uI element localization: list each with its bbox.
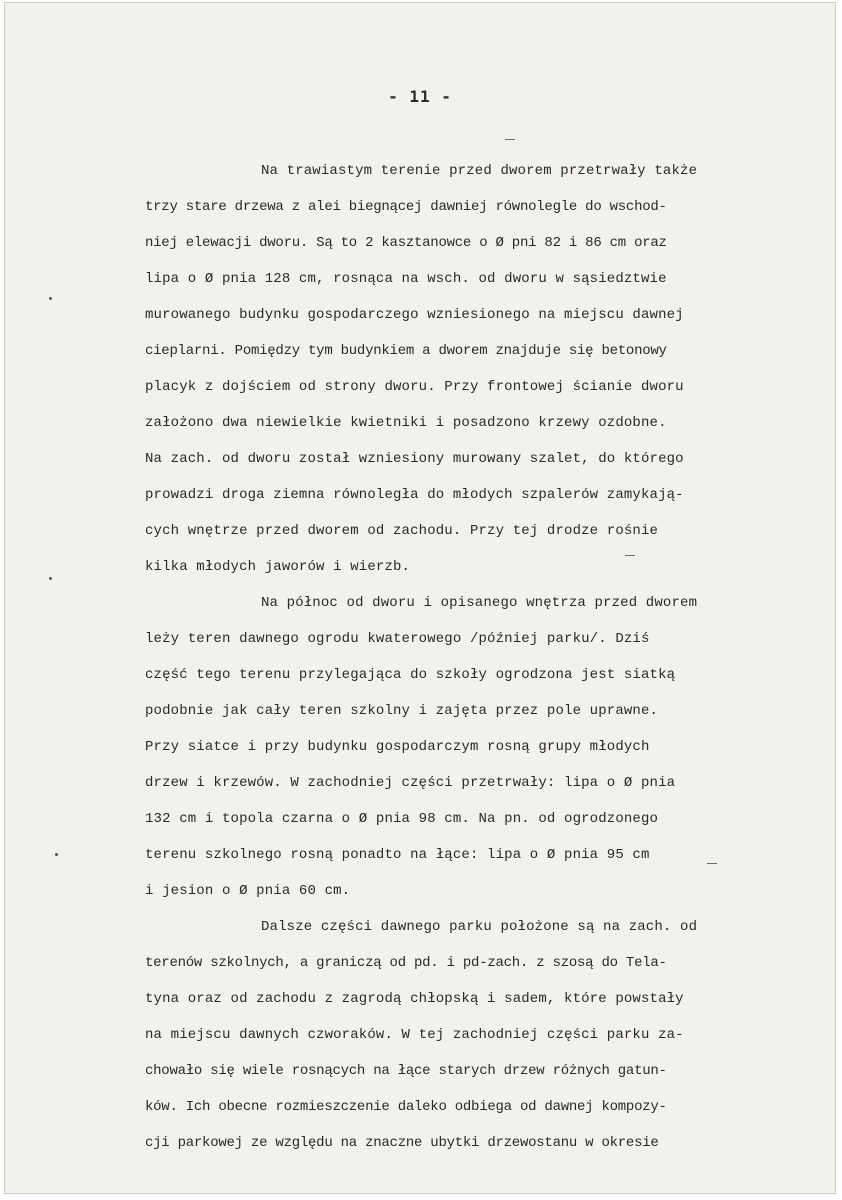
typewritten-page bbox=[4, 2, 836, 1194]
text-line: murowanego budynku gospodarczego wzniesionego na miejscu dawnej bbox=[145, 307, 684, 323]
text-line: na miejscu dawnych czworaków. W tej zachodniej części parku za- bbox=[145, 1027, 684, 1043]
body-text bbox=[145, 153, 805, 1161]
text-line: prowadzi droga ziemna równoległa do młodych szpalerów zamykają- bbox=[145, 487, 684, 503]
text-line: kilka młodych jaworów i wierzb. bbox=[145, 559, 411, 575]
text-line: podobnie jak cały teren szkolny i zajęta przez pole uprawne. bbox=[145, 703, 659, 719]
text-line: cji parkowej ze względu na znaczne ubytki drzewostanu w okresie bbox=[145, 1135, 659, 1151]
stray-dash-mark bbox=[625, 555, 635, 556]
page-number: - 11 - bbox=[388, 87, 452, 106]
text-line: Dalsze części dawnego parku położone są na zach. od bbox=[261, 919, 698, 935]
text-line: i jesion o Ø pnia 60 cm. bbox=[145, 883, 351, 899]
text-line: trzy stare drzewa z alei biegnącej dawniej równolegle do wschod- bbox=[145, 199, 667, 215]
text-line: chowało się wiele rosnących na łące starych drzew różnych gatun- bbox=[145, 1063, 667, 1079]
text-line: terenu szkolnego rosną ponadto na łące: lipa o Ø pnia 95 cm bbox=[145, 847, 650, 863]
text-line: część tego terenu przylegająca do szkoły ogrodzona jest siatką bbox=[145, 667, 676, 683]
text-line: niej elewacji dworu. Są to 2 kasztanowce o Ø pni 82 i 86 cm oraz bbox=[145, 235, 667, 251]
text-line: leży teren dawnego ogrodu kwaterowego /później parku/. Dziś bbox=[145, 631, 650, 647]
text-line: cych wnętrze przed dworem od zachodu. Przy tej drodze rośnie bbox=[145, 523, 659, 539]
text-line: cieplarni. Pomiędzy tym budynkiem a dworem znajduje się betonowy bbox=[145, 343, 667, 359]
text-line: terenów szkolnych, a graniczą od pd. i pd-zach. z szosą do Tela- bbox=[145, 955, 667, 971]
margin-speck bbox=[49, 297, 52, 300]
margin-speck bbox=[55, 853, 58, 856]
text-line: Na zach. od dworu został wzniesiony murowany szalet, do którego bbox=[145, 451, 684, 467]
text-line: ków. Ich obecne rozmieszczenie daleko odbiega od dawnej kompozy- bbox=[145, 1099, 667, 1115]
text-line: lipa o Ø pnia 128 cm, rosnąca na wsch. od dworu w sąsiedztwie bbox=[145, 271, 667, 287]
text-line: tyna oraz od zachodu z zagrodą chłopską i sadem, które powstały bbox=[145, 991, 684, 1007]
stray-dash-mark bbox=[707, 863, 717, 864]
text-line: założono dwa niewielkie kwietniki i posadzono krzewy ozdobne. bbox=[145, 415, 667, 431]
text-line: 132 cm i topola czarna o Ø pnia 98 cm. Na pn. od ogrodzonego bbox=[145, 811, 659, 827]
text-line: placyk z dojściem od strony dworu. Przy frontowej ścianie dworu bbox=[145, 379, 684, 395]
text-line: Przy siatce i przy budynku gospodarczym rosną grupy młodych bbox=[145, 739, 650, 755]
margin-speck bbox=[49, 577, 52, 580]
text-line: Na trawiastym terenie przed dworem przetrwały także bbox=[261, 163, 698, 179]
stray-dash-mark bbox=[505, 139, 515, 140]
text-line: Na północ od dworu i opisanego wnętrza przed dworem bbox=[261, 595, 698, 611]
text-line: drzew i krzewów. W zachodniej części przetrwały: lipa o Ø pnia bbox=[145, 775, 676, 791]
